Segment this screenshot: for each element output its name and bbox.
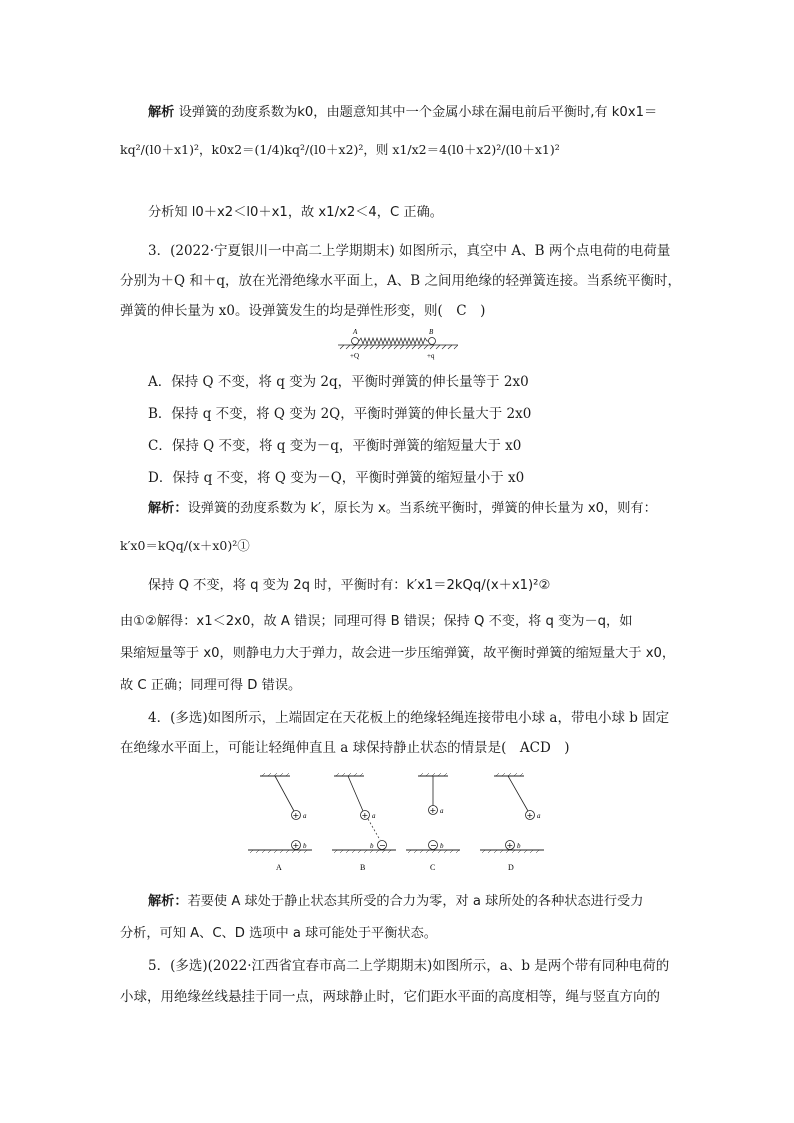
svg-text:+: + [526, 811, 534, 820]
q3-option-c: C．保持 Q 不变，将 q 变为－q，平衡时弹簧的缩短量大于 x0 [148, 438, 522, 454]
panel-label-d: D [508, 863, 514, 872]
fig-charge-a: +Q [350, 352, 360, 360]
q3-spring-figure [338, 327, 458, 361]
svg-text:a: a [372, 812, 376, 820]
equation-line: kq²/(l0＋x1)²，k0x2＝(1/4)kq²/(l0＋x2)²，则 x1/x2＝4(l0＋x2)²/(l0＋x1)² [120, 142, 560, 157]
q3-stem-line-3: 弹簧的伸长量为 x0。设弹簧发生的均是弹性形变，则( C ) [120, 303, 486, 319]
svg-text:b: b [517, 842, 521, 850]
q4-figure [246, 770, 546, 875]
q3-solution-line-1 [148, 499, 657, 519]
q3-solution-text: 设弹簧的劲度系数为 k′，原长为 x。当系统平衡时，弹簧的伸长量为 x0，则有： [187, 501, 657, 516]
svg-text:b: b [303, 842, 307, 850]
svg-text:+: + [361, 811, 369, 820]
fig-label-b: B [429, 328, 434, 336]
spring-icon [359, 338, 428, 344]
q3-stem-line-2: 分别为＋Q 和＋q，放在光滑绝缘水平面上，A、B 之间用绝缘的轻弹簧连接。当系统平衡时， [120, 273, 681, 289]
panel-c [406, 773, 460, 872]
q4-solution-text: 若要使 A 球处于静止状态其所受的合力为零，对 a 球所处的各种状态进行受力 [187, 894, 644, 909]
panel-d [480, 773, 544, 872]
q3-solution-line-5: 故 C 正确；同理可得 D 错误。 [120, 678, 302, 693]
ground-hatch [340, 345, 458, 349]
ball-a-icon [352, 338, 359, 345]
q4-stem-line-2: 在绝缘水平面上，可能让轻绳伸直且 a 球保持静止状态的情景是( ACD ) [120, 740, 570, 756]
q3-equation-1: k′x0＝kQq/(x＋x0)²① [120, 538, 250, 553]
q4-stem-line-1: 4．(多选)如图所示，上端固定在天花板上的绝缘轻绳连接带电小球 a，带电小球 b 固定 [148, 710, 670, 726]
svg-text:b: b [370, 842, 374, 850]
svg-text:a: a [537, 812, 541, 820]
fig-charge-b: +q [427, 352, 435, 360]
svg-text:−: − [379, 841, 386, 850]
svg-text:+: + [292, 841, 300, 850]
panel-label-a: A [276, 863, 282, 872]
solution-text: 设弹簧的劲度系数为k0，由题意知其中一个金属小球在漏电前后平衡时,有 k0x1＝ [178, 105, 658, 120]
svg-text:−: − [430, 841, 437, 850]
svg-text:b: b [440, 842, 444, 850]
svg-text:a: a [303, 812, 307, 820]
ball-b-icon [429, 338, 436, 345]
q3-solution-label: 解析： [148, 501, 188, 516]
q3-solution-line-3: 由①②解得：x1＜2x0，故 A 错误；同理可得 B 错误；保持 Q 不变，将 q 变为－q，如 [120, 614, 633, 629]
q3-option-b: B．保持 q 不变，将 Q 变为 2Q，平衡时弹簧的伸长量大于 2x0 [148, 406, 532, 422]
q4-solution-line-1 [148, 892, 643, 912]
fig-label-a: A [353, 328, 358, 336]
solution-line [148, 103, 657, 123]
q3-solution-line-4: 果缩短量等于 x0，则静电力大于弹力，故会进一步压缩弹簧，故平衡时弹簧的缩短量大于 x0， [120, 646, 676, 661]
panel-label-c: C [430, 863, 436, 872]
q4-solution-line-2: 分析，可知 A、C、D 选项中 a 球可能处于平衡状态。 [120, 926, 437, 941]
q3-option-a: A．保持 Q 不变，将 q 变为 2q，平衡时弹簧的伸长量等于 2x0 [148, 374, 529, 390]
svg-text:+: + [429, 806, 437, 815]
solution-conclusion: 分析知 l0＋x2＜l0＋x1，故 x1/x2＜4，C 正确。 [148, 205, 443, 220]
svg-text:+: + [292, 811, 300, 820]
solution-label: 解析 [148, 105, 175, 120]
panel-label-b: B [360, 863, 366, 872]
q5-stem-line-1: 5．(多选)(2022·江西省宜春市高二上学期期末)如图所示，a、b 是两个带有同种电荷的 [148, 958, 670, 974]
svg-text:a: a [440, 807, 444, 815]
q5-stem-line-2: 小球，用绝缘丝线悬挂于同一点，两球静止时，它们距水平面的高度相等，绳与竖直方向的 [120, 989, 660, 1005]
q3-stem-line-1: 3．(2022·宁夏银川一中高二上学期期末) 如图所示，真空中 A、B 两个点电荷的电荷量 [148, 243, 671, 259]
svg-text:+: + [506, 841, 514, 850]
q3-solution-line-2: 保持 Q 不变，将 q 变为 2q 时，平衡时有：k′x1＝2kQq/(x＋x1)²② [148, 578, 551, 593]
panel-b [332, 773, 396, 872]
panel-a [248, 773, 312, 872]
q4-solution-label: 解析： [148, 894, 188, 909]
q3-option-d: D．保持 q 不变，将 Q 变为－Q，平衡时弹簧的缩短量小于 x0 [148, 470, 525, 486]
